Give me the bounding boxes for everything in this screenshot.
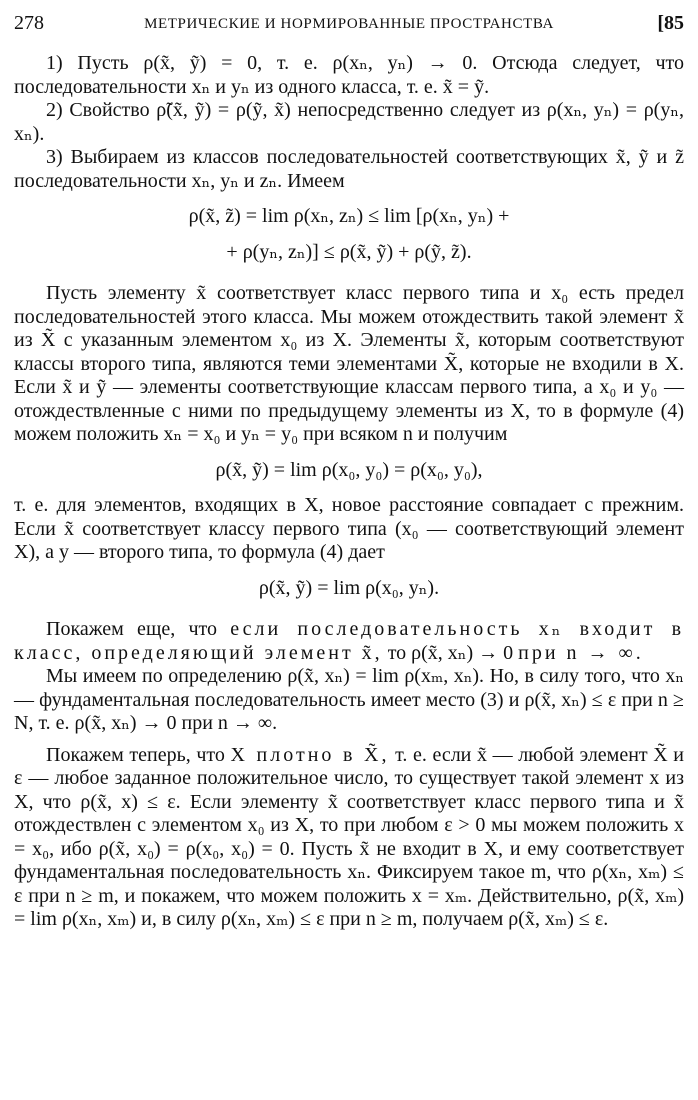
paragraph-6-mid: то ρ(x̃, xₙ) → 0 xyxy=(387,641,514,664)
formula-mixed-type-distance: ρ(x̃, ỹ) = lim ρ(x₀, yₙ). xyxy=(258,576,440,599)
paragraph-6-tail: при n → ∞. xyxy=(518,641,644,664)
paragraph-1: 1) Пусть ρ(x̃, ỹ) = 0, т. е. ρ(xₙ, yₙ) → 0. Отсюда следует, что последовательности xₙ и yₙ из одного класса, т. е. x̃ = ỹ. xyxy=(14,52,684,98)
formula-triangle-inequality-line-1: ρ(x̃, z̃) = lim ρ(xₙ, zₙ) ≤ lim [ρ(xₙ, yₙ) + xyxy=(188,205,510,227)
formula-first-type-distance: ρ(x̃, ỹ) = lim ρ(x₀, y₀) = ρ(x₀, y₀), xyxy=(215,458,483,481)
paragraph-5: т. е. для элементов, входящих в X, новое расстояние совпадает с прежним. Если x̃ соответствует классу первого типа (x₀ — соответствующий элемент X), а y — второго типа, то формула (4) дает xyxy=(14,494,684,563)
paragraph-7: Мы имеем по определению ρ(x̃, xₙ) = lim ρ(xₘ, xₙ). Но, в силу того, что xₙ — фундаментальная последовательность имеет место (3) и ρ(x̃, xₙ) ≤ ε при n ≥ N, т. е. ρ(x̃, xₙ) → 0 при n → ∞. xyxy=(14,665,684,734)
paragraph-8-lead: Покажем теперь, что xyxy=(46,743,225,766)
paragraph-6 xyxy=(14,618,684,665)
paragraph-6-emphasis: если последовательность xₙ входит в класс, определяющий элемент x̃, xyxy=(14,618,685,664)
section-number: [85 xyxy=(657,12,684,34)
paragraph-6-lead: Покажем еще, что xyxy=(46,618,217,640)
paragraph-8 xyxy=(14,744,684,932)
formula-triangle-inequality-line-2: + ρ(yₙ, zₙ)] ≤ ρ(x̃, ỹ) + ρ(ỹ, z̃). xyxy=(226,240,472,263)
page-body xyxy=(14,52,684,932)
page-number: 278 xyxy=(14,12,44,34)
paragraph-3: 3) Выбираем из классов последовательностей соответствующих x̃, ỹ и z̃ последовательности xₙ, yₙ и zₙ. Имеем xyxy=(14,146,684,192)
paragraph-8-rest: т. е. если x̃ — любой элемент X̃ и ε — любое заданное положительное число, то существует такой элемент x из X, что ρ(x̃, x) ≤ ε. Если элементу x̃ соответствует класс первого типа и x̃ отождествлен с элементом x₀ из X, то при любом ε > 0 мы можем положить x = x₀, ибо ρ(x̃, x₀) = ρ(x₀, x₀) = 0. Пусть x̃ не входит в X, и ему соответствует фундаментальная последовательность xₙ. Фиксируем такое m, что ρ(xₙ, xₘ) ≤ ε при n ≥ m, и покажем, что можем положить x = xₘ. Действительно, ρ(x̃, xₘ) = lim ρ(xₙ, xₘ) и, в силу ρ(xₙ, xₘ) ≤ ε при n ≥ m, получаем ρ(x̃, xₘ) ≤ ε. xyxy=(14,743,685,930)
page-header xyxy=(14,8,684,40)
paragraph-8-emphasis: X плотно в X̃, xyxy=(230,743,390,766)
running-title: МЕТРИЧЕСКИЕ И НОРМИРОВАННЫЕ ПРОСТРАНСТВА xyxy=(144,16,554,32)
paragraph-4: Пусть элементу x̃ соответствует класс первого типа и x₀ есть предел последовательностей этого класса. Мы можем отождествить такой элемент x̃ из X̃ с указанным элементом x₀ из X. Элементы x̃, которым соответствуют классы второго типа, являются теми элементами X̃, которые не входили в X. Если x̃ и ỹ — элементы соответствующие классам первого типа, а x₀ и y₀ — отождествленные с ними по предыдущему элементы из X, то в формуле (4) можем положить xₙ = x₀ и yₙ = y₀ при всяком n и получим xyxy=(14,282,684,445)
paragraph-2: 2) Свойство ρ̃(x̃, ỹ) = ρ(ỹ, x̃) непосредственно следует из ρ(xₙ, yₙ) = ρ(yₙ, xₙ). xyxy=(14,99,684,145)
